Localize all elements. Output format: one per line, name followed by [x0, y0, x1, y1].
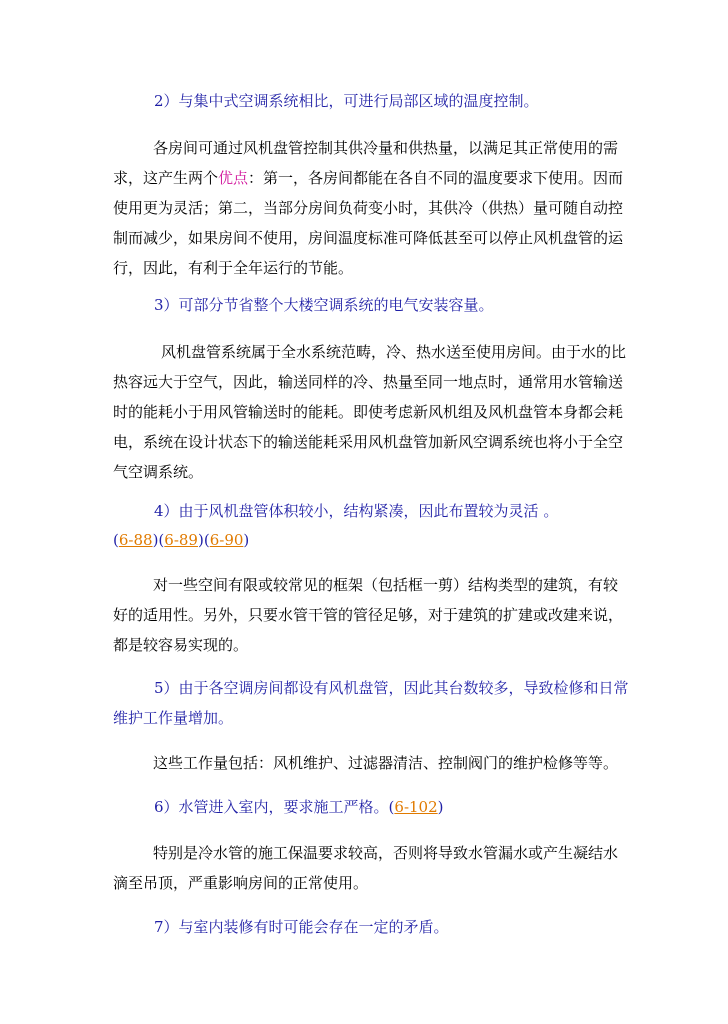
ref-paren: )( — [197, 531, 210, 549]
heading-4-text: 4）由于风机盘管体积较小，结构紧凑，因此布置较为灵活 。 — [154, 502, 559, 520]
paragraph-6-line-1: 特别是冷水管的施工保温要求较高，否则将导致水管漏水或产生凝结水 — [153, 844, 619, 862]
heading-3 — [113, 290, 633, 320]
heading-2 — [113, 86, 633, 116]
ref-paren: ) — [437, 798, 444, 816]
paragraph-3 — [113, 337, 633, 487]
figure-link-6-102[interactable]: 6-102 — [394, 798, 438, 816]
heading-2-text: 2）与集中式空调系统相比，可进行局部区域的温度控制。 — [154, 92, 539, 110]
figure-references — [113, 525, 633, 555]
paragraph-4-line-1: 对一些空间有限或较常见的框架（包括框一剪）结构类型的建筑，有较 — [153, 576, 619, 594]
heading-6 — [113, 792, 633, 822]
paragraph-3-line-4: 电，系统在设计状态下的输送能耗采用风机盘管加新风空调系统也将小于全空 — [113, 433, 624, 451]
paragraph-2 — [113, 133, 633, 283]
heading-5-line-1: 5）由于各空调房间都设有风机盘管，因此其台数较多，导致检修和日常 — [154, 679, 629, 697]
paragraph-2-line-2-end: ：第一，各房间都能在各自不同的温度要求下使用。因而 — [248, 169, 624, 187]
paragraph-2-line-1: 各房间可通过风机盘管控制其供冷量和供热量，以满足其正常使用的需 — [153, 139, 619, 157]
heading-7 — [113, 912, 633, 942]
paragraph-2-line-2-start: 求，这产生两个 — [113, 169, 219, 187]
paragraph-2-line-4: 制而减少，如果房间不使用，房间温度标准可降低甚至可以停止风机盘管的运 — [113, 229, 624, 247]
paragraph-5-line-1: 这些工作量包括：风机维护、过滤器清洁、控制阀门的维护检修等等。 — [153, 754, 619, 772]
heading-4 — [113, 496, 633, 526]
paragraph-3-line-2: 热容远大于空气，因此，输送同样的冷、热量至同一地点时，通常用水管输送 — [113, 373, 624, 391]
paragraph-6-line-2: 滴至吊顶，严重影响房间的正常使用。 — [113, 874, 369, 892]
paragraph-2-line-3: 使用更为灵活；第二，当部分房间负荷变小时，其供冷（供热）量可随自动控 — [113, 199, 624, 217]
heading-7-text: 7）与室内装修有时可能会存在一定的矛盾。 — [154, 918, 449, 936]
paragraph-3-line-3: 时的能耗小于用风管输送时的能耗。即使考虑新风机组及风机盘管本身都会耗 — [113, 403, 624, 421]
heading-3-text: 3）可部分节省整个大楼空调系统的电气安装容量。 — [154, 296, 494, 314]
paragraph-4-line-2: 好的适用性。另外，只要水管干管的管径足够，对于建筑的扩建或改建来说， — [113, 606, 624, 624]
heading-6-line — [154, 792, 633, 822]
paragraph-2-line-5: 行，因此，有利于全年运行的节能。 — [113, 259, 354, 277]
paragraph-3-line-1: 风机盘管系统属于全水系统范畴，冷、热水送至使用房间。由于水的比 — [161, 343, 627, 361]
paragraph-2-line-2 — [113, 163, 633, 193]
highlight-advantage: 优点 — [218, 169, 249, 187]
ref-paren: ) — [243, 531, 250, 549]
paragraph-6 — [113, 838, 633, 898]
paragraph-5 — [113, 748, 633, 778]
heading-5-line-2: 维护工作量增加。 — [113, 709, 234, 727]
figure-link-6-88[interactable]: 6-88 — [118, 531, 153, 549]
figure-link-6-89[interactable]: 6-89 — [164, 531, 198, 549]
paragraph-4 — [113, 570, 633, 660]
paragraph-3-line-5: 气空调系统。 — [113, 463, 204, 481]
figure-reference-line — [113, 525, 633, 555]
figure-link-6-90[interactable]: 6-90 — [209, 531, 244, 549]
paragraph-4-line-3: 都是较容易实现的。 — [113, 636, 249, 654]
ref-paren: ( — [113, 531, 119, 549]
heading-6-text: 6）水管进入室内，要求施工严格。( — [154, 798, 395, 816]
heading-5 — [113, 673, 633, 733]
ref-paren: )( — [152, 531, 165, 549]
